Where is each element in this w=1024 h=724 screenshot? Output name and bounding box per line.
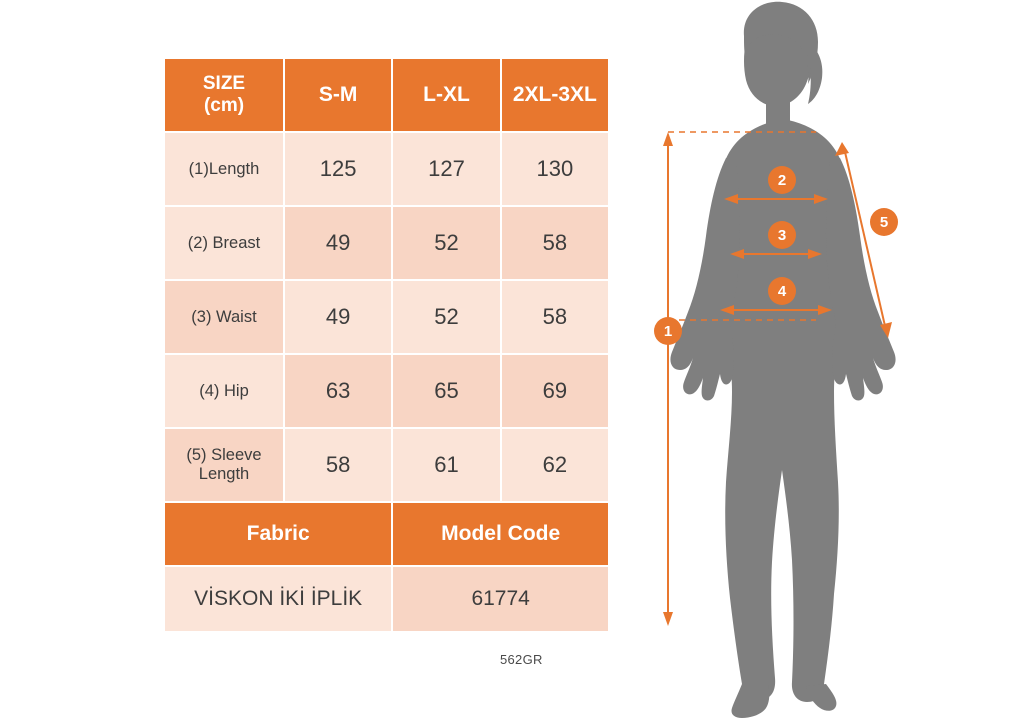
silhouette-icon: [670, 2, 895, 718]
badge-3: 3: [769, 222, 795, 248]
cell-waist-2xl3xl: 58: [501, 280, 609, 354]
sleeve-label-line1: (5) Sleeve: [186, 446, 262, 465]
table-footer-value-row: [164, 566, 609, 632]
row-label-breast: (2) Breast: [164, 206, 284, 280]
cell-length-lxl: 127: [392, 132, 500, 206]
row-label-sleeve-length: [164, 428, 284, 502]
cell-hip-lxl: 65: [392, 354, 500, 428]
table-header-row: [164, 58, 609, 132]
cell-waist-sm: 49: [284, 280, 392, 354]
cell-hip-sm: 63: [284, 354, 392, 428]
table-row: [164, 428, 609, 502]
footer-value-fabric: VİSKON İKİ İPLİK: [164, 566, 392, 632]
length-arrow-head-top: [663, 132, 673, 146]
table-row: [164, 132, 609, 206]
cell-sleeve-2xl3xl: 62: [501, 428, 609, 502]
footer-value-model-code: 61774: [392, 566, 609, 632]
length-arrow-head-bottom: [663, 612, 673, 626]
column-header-2xl3xl: 2XL-3XL: [501, 58, 609, 132]
measurements-table: [163, 57, 610, 633]
measurement-figure: [620, 0, 1024, 724]
badge-4: 4: [769, 278, 795, 304]
cell-breast-sm: 49: [284, 206, 392, 280]
table-row: [164, 354, 609, 428]
sleeve-label-line2: Length: [198, 465, 250, 483]
sleeve-arrow-head-top: [835, 142, 849, 156]
table-row: [164, 280, 609, 354]
model-reference-label: 562GR: [500, 652, 543, 667]
cell-breast-2xl3xl: 58: [501, 206, 609, 280]
female-silhouette-diagram: [620, 0, 1024, 724]
table-row: [164, 206, 609, 280]
cell-sleeve-lxl: 61: [392, 428, 500, 502]
cell-sleeve-sm: 58: [284, 428, 392, 502]
cell-waist-lxl: 52: [392, 280, 500, 354]
row-label-waist: (3) Waist: [164, 280, 284, 354]
column-header-size: [164, 58, 284, 132]
cell-length-sm: 125: [284, 132, 392, 206]
row-label-length: (1)Length: [164, 132, 284, 206]
size-header-line2: (cm): [203, 95, 245, 116]
badge-1: 1: [655, 318, 681, 344]
cell-length-2xl3xl: 130: [501, 132, 609, 206]
cell-hip-2xl3xl: 69: [501, 354, 609, 428]
badge-2: 2: [769, 167, 795, 193]
size-chart-table: [163, 57, 610, 633]
cell-breast-lxl: 52: [392, 206, 500, 280]
column-header-sm: S-M: [284, 58, 392, 132]
badge-5: 5: [871, 209, 897, 235]
column-header-lxl: L-XL: [392, 58, 500, 132]
footer-header-model-code: Model Code: [392, 502, 609, 566]
table-footer-header-row: [164, 502, 609, 566]
footer-header-fabric: Fabric: [164, 502, 392, 566]
size-header-line1: SIZE: [202, 73, 246, 95]
row-label-hip: (4) Hip: [164, 354, 284, 428]
